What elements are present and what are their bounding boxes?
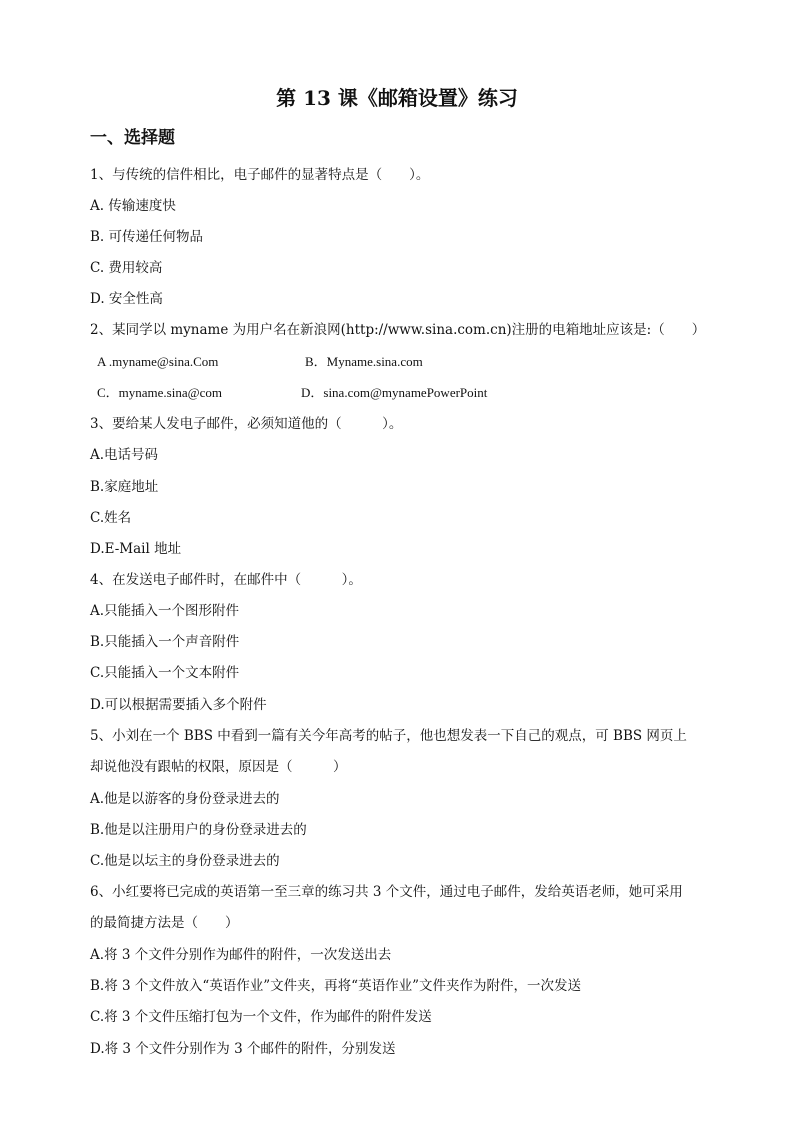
question-6-option-b: B.将 3 个文件放入“英语作业”文件夹，再将“英语作业”文件夹作为附件，一次发送 [90,978,581,994]
question-6-option-a: A.将 3 个文件分别作为邮件的附件，一次发送出去 [90,947,392,963]
question-2-option-a: A .myname@sina.Com [97,354,219,369]
question-5-option-b: B.他是以注册用户的身份登录进去的 [90,822,307,838]
question-3-option-c: C.姓名 [90,510,132,526]
question-5-option-a: A.他是以游客的身份登录进去的 [90,791,280,807]
question-1-option-c: C. 费用较高 [90,260,163,276]
question-2-option-d: D．sina.com@mynamePowerPoint [301,385,488,400]
question-3-option-a: A.电话号码 [90,447,159,463]
question-4-option-c: C.只能插入一个文本附件 [90,665,240,681]
question-5-stem-line-2: 却说他没有跟帖的权限，原因是（ ） [90,759,347,775]
question-6-option-c: C.将 3 个文件压缩打包为一个文件，作为邮件的附件发送 [90,1009,432,1025]
question-6-option-d: D.将 3 个文件分别作为 3 个邮件的附件，分别发送 [90,1041,396,1057]
question-4-option-a: A.只能插入一个图形附件 [90,603,240,619]
question-4-option-b: B.只能插入一个声音附件 [90,634,240,650]
question-5-option-c: C.他是以坛主的身份登录进去的 [90,853,280,869]
question-3-stem: 3、要给某人发电子邮件，必须知道他的（ ）。 [90,416,403,432]
question-4-stem: 4、在发送电子邮件时，在邮件中（ ）。 [90,572,362,588]
question-1-option-a: A. 传输速度快 [90,198,176,214]
page-title: 第 13 课《邮箱设置》练习 [276,86,518,110]
question-2-stem: 2、某同学以 myname 为用户名在新浪网(http://www.sina.com.cn)注册的电箱地址应该是:（ ） [90,322,706,338]
question-3-option-b: B.家庭地址 [90,479,159,495]
question-3-option-d: D.E-Mail 地址 [90,541,182,557]
question-1-option-b: B. 可传递任何物品 [90,229,204,245]
question-6-stem-line-2: 的最简捷方法是（ ） [90,915,239,931]
question-1-option-d: D. 安全性高 [90,291,163,307]
question-5-stem-line-1: 5、小刘在一个 BBS 中看到一篇有关今年高考的帖子，他也想发表一下自己的观点，可 BBS 网页上 [90,728,687,744]
question-2-option-b: B．Myname.sina.com [305,354,423,369]
question-2-option-c: C．myname.sina@com [97,385,222,400]
question-4-option-d: D.可以根据需要插入多个附件 [90,697,267,713]
question-6-stem-line-1: 6、小红要将已完成的英语第一至三章的练习共 3 个文件，通过电子邮件，发给英语老师，她可采用 [90,884,683,900]
section-heading: 一、选择题 [90,128,175,148]
question-1-stem: 1、与传统的信件相比，电子邮件的显著特点是（ ）。 [90,167,430,183]
